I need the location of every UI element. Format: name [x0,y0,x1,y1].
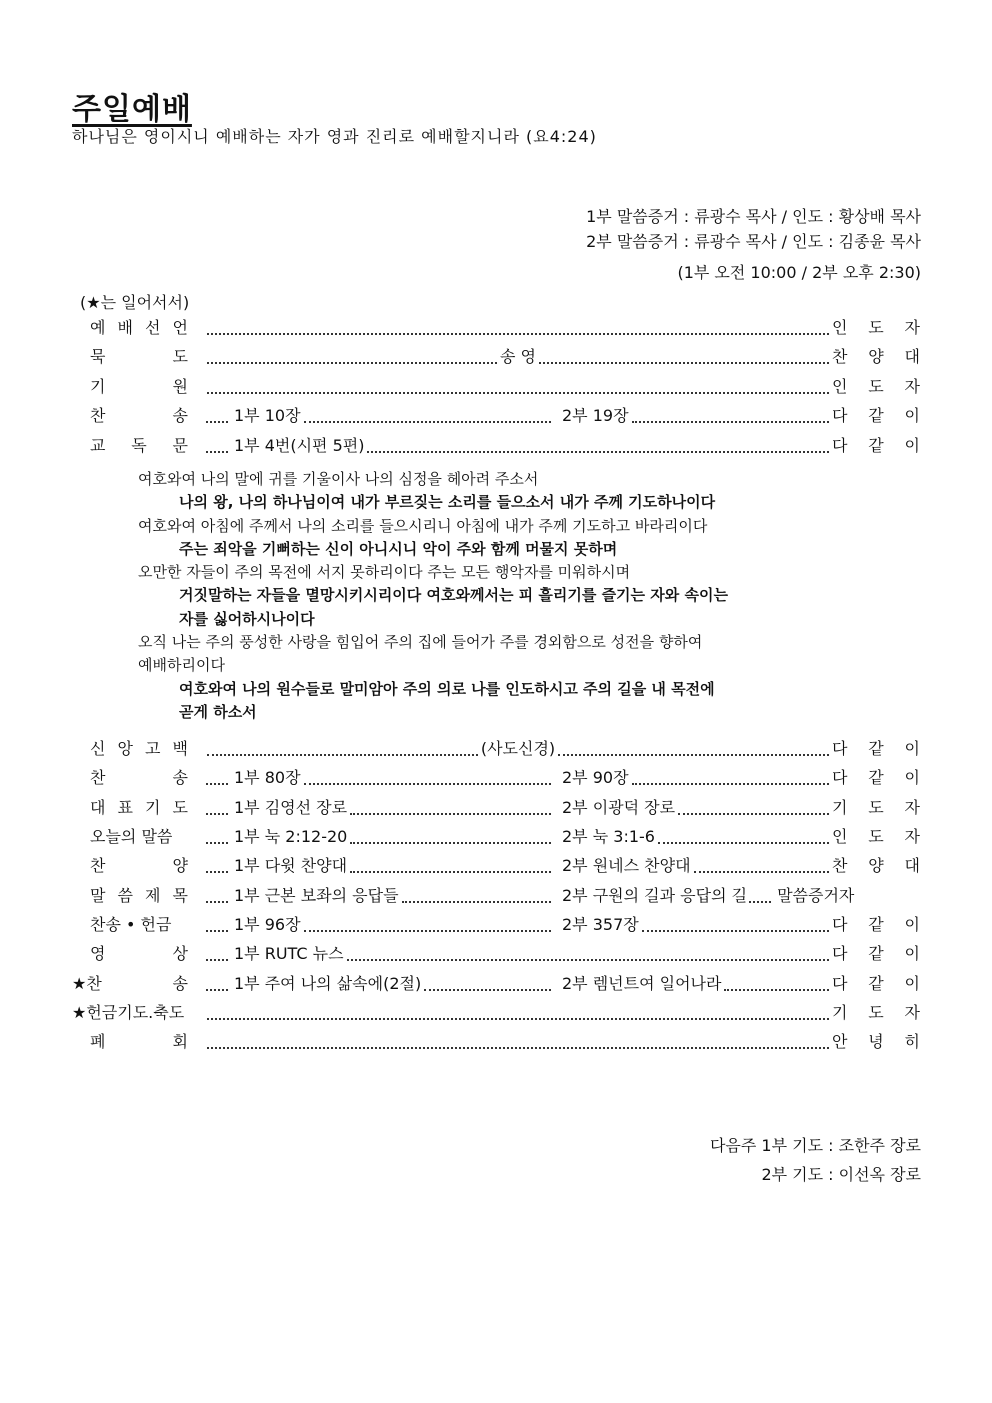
order-role: 다 같 이 [832,915,920,934]
order-row-video [72,942,920,966]
order-role: 말씀증거자 [777,886,855,905]
order-row-hymn-2 [72,766,920,790]
order-label: 말 씀 제 목 [90,886,188,905]
order-label: 영 상 [90,944,188,963]
order-role: 다 같 이 [832,436,920,455]
psalm-line: 여호와여 나의 원수들로 말미암아 주의 의로 나를 인도하시고 주의 길을 내 목전에 [179,679,715,698]
psalm-line: 주는 죄악을 기뻐하는 신이 아니시니 악이 주와 함께 머물지 못하며 [179,539,618,558]
order-label: 찬 양 [90,856,188,875]
next-week-prayer-1: 다음주 1부 기도 : 조한주 장로 [709,1136,921,1155]
order-role: 다 같 이 [832,768,920,787]
psalm-line: 나의 왕, 나의 하나님이여 내가 부르짖는 소리를 들으소서 내가 주께 기도하나이다 [179,493,716,512]
order-label: 폐 회 [90,1032,188,1051]
order-first-service: 1부 4번(시편 5편) [234,436,365,455]
order-mid: 송 영 [500,347,536,366]
order-role: 인 도 자 [832,377,920,396]
order-first-service: 1부 주여 나의 삶속에(2절) [234,974,422,993]
order-row-praise [72,854,920,878]
order-row-hymn-offering [72,913,920,937]
order-role: 다 같 이 [832,739,920,758]
order-label: 찬 송 [90,768,188,787]
order-label: 오늘의 말씀 [90,827,173,846]
order-second-service: 2부 90장 [562,768,629,787]
psalm-line: 여호와여 아침에 주께서 나의 소리를 들으시리니 아침에 내가 주께 기도하고 바라리이다 [138,516,708,535]
next-week-prayer-2: 2부 기도 : 이선옥 장로 [761,1165,921,1184]
order-row-invocation [72,375,920,399]
order-role: 기 도 자 [832,1003,920,1022]
leader-dots [207,333,829,335]
order-first-service: 1부 80장 [234,768,301,787]
stand-note: (★는 일어서서) [80,293,190,312]
order-role: 안 녕 히 [832,1032,920,1051]
order-label: ★찬 송 [72,974,188,993]
order-row-offering-prayer-benediction [72,1001,920,1025]
order-role: 인 도 자 [832,318,920,337]
order-role: 다 같 이 [832,406,920,425]
order-second-service: 2부 이광덕 장로 [562,798,676,817]
order-row-responsive-reading [72,434,920,458]
scripture-verse: 하나님은 영이시니 예배하는 자가 영과 진리로 예배할지니라 (요4:24) [72,127,597,146]
order-label: 교 독 문 [90,436,188,455]
order-mid: (사도신경) [480,739,556,758]
order-row-representative-prayer [72,796,920,820]
order-label: ★헌금기도.축도 [72,1003,185,1022]
order-row-sermon-title [72,884,920,908]
psalm-line: 오만한 자들이 주의 목전에 서지 못하리이다 주는 모든 행악자를 미워하시며 [138,563,631,582]
order-label: 찬송 • 헌금 [90,915,172,934]
order-first-service: 1부 10장 [234,406,301,425]
order-role: 다 같 이 [832,944,920,963]
order-first-service: 1부 근본 보좌의 응답들 [234,886,399,905]
order-first-service: 1부 96장 [234,915,301,934]
order-label: 신 앙 고 백 [90,739,188,758]
order-row-closing-hymn [72,972,920,996]
order-label: 예 배 선 언 [90,318,188,337]
preacher-line-2: 2부 말씀증거 : 류광수 목사 / 인도 : 김종윤 목사 [586,232,921,251]
order-second-service: 2부 눅 3:1-6 [562,827,655,846]
order-first-service: 1부 김영선 장로 [234,798,348,817]
psalm-line: 자를 싫어하시나이다 [179,609,315,628]
order-second-service: 2부 렘넌트여 일어나라 [562,974,722,993]
order-second-service: 2부 19장 [562,406,629,425]
psalm-line: 여호와여 나의 말에 귀를 기울이사 나의 심정을 헤아려 주소서 [138,470,539,488]
responsive-reading-text [138,468,828,724]
order-row-creed [72,737,920,761]
order-role: 다 같 이 [832,974,920,993]
order-second-service: 2부 구원의 길과 응답의 길 [562,886,748,905]
psalm-line: 오직 나는 주의 풍성한 사랑을 힘입어 주의 집에 들어가 주를 경외함으로 성전을 향하여 [138,633,703,652]
order-first-service: 1부 눅 2:12-20 [234,827,348,846]
order-label: 대 표 기 도 [90,798,188,817]
order-label: 묵 도 [90,347,188,366]
order-row-declaration [72,316,920,340]
order-row-todays-word [72,825,920,849]
service-times: (1부 오전 10:00 / 2부 오후 2:30) [677,263,921,282]
preacher-line-1: 1부 말씀증거 : 류광수 목사 / 인도 : 황상배 목사 [586,207,921,226]
order-role: 찬 양 대 [832,347,920,366]
order-role: 기 도 자 [832,798,920,817]
order-first-service: 1부 RUTC 뉴스 [234,944,344,963]
psalm-line: 거짓말하는 자들을 멸망시키시리이다 여호와께서는 피 흘리기를 즐기는 자와 속이는 [179,586,728,605]
psalm-line: 예배하리이다 [138,656,225,675]
page-title: 주일예배 [72,92,192,127]
order-first-service: 1부 다윗 찬양대 [234,856,348,875]
order-role: 인 도 자 [832,827,920,846]
order-second-service: 2부 357장 [562,915,639,934]
order-label: 기 원 [90,377,188,396]
order-row-hymn [72,404,920,428]
order-role: 찬 양 대 [832,856,920,875]
order-row-closing [72,1030,920,1054]
order-label: 찬 송 [90,406,188,425]
psalm-line: 곧게 하소서 [179,702,257,721]
order-row-silent-prayer [72,345,920,369]
order-second-service: 2부 원네스 찬양대 [562,856,691,875]
